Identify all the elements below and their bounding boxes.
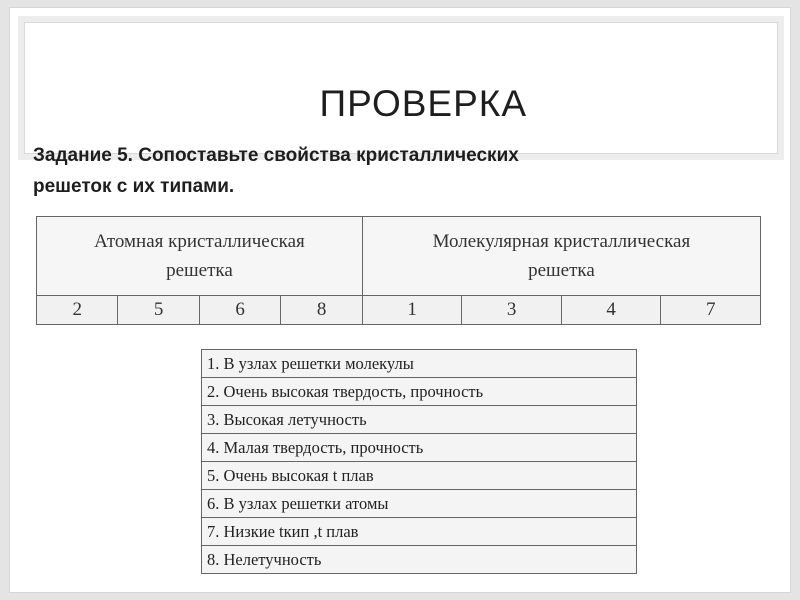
- answer-cell: 1: [362, 296, 462, 325]
- answer-cell: 7: [661, 296, 761, 325]
- task-text: [33, 140, 733, 202]
- answer-values-row: [37, 296, 761, 325]
- table-row: [202, 462, 637, 490]
- slide-title: ПРОВЕРКА: [319, 83, 527, 124]
- property-cell: 7. Низкие tкип ,t плав: [202, 518, 637, 546]
- table-row: [202, 378, 637, 406]
- table-row: [202, 490, 637, 518]
- property-cell: 1. В узлах решетки молекулы: [202, 350, 637, 378]
- header-atomic: [37, 217, 363, 296]
- properties-table: [201, 349, 637, 574]
- answer-cell: 3: [462, 296, 562, 325]
- table-row: [202, 518, 637, 546]
- task-line-1: Задание 5. Сопоставьте свойства кристаллических: [33, 145, 519, 166]
- header-molecular-line2: решетка: [528, 260, 595, 281]
- header-atomic-line1: Атомная кристаллическая: [94, 231, 305, 252]
- answer-cell: 4: [561, 296, 661, 325]
- property-cell: 2. Очень высокая твердость, прочность: [202, 378, 637, 406]
- header-molecular-line1: Молекулярная кристаллическая: [432, 231, 691, 252]
- answer-header-row: [37, 217, 761, 296]
- table-row: [202, 406, 637, 434]
- answer-cell: 8: [281, 296, 362, 325]
- property-cell: 5. Очень высокая t плав: [202, 462, 637, 490]
- title-band: [24, 22, 778, 154]
- property-cell: 6. В узлах решетки атомы: [202, 490, 637, 518]
- property-cell: 4. Малая твердость, прочность: [202, 434, 637, 462]
- task-line-2: решеток с их типами.: [33, 176, 235, 197]
- property-cell: 8. Нелетучность: [202, 546, 637, 574]
- table-row: [202, 546, 637, 574]
- header-molecular: [362, 217, 760, 296]
- table-row: [202, 434, 637, 462]
- answer-table: [36, 216, 761, 325]
- table-row: [202, 350, 637, 378]
- property-cell: 3. Высокая летучность: [202, 406, 637, 434]
- answer-cell: 5: [118, 296, 199, 325]
- answer-cell: 6: [199, 296, 280, 325]
- header-atomic-line2: решетка: [166, 260, 233, 281]
- answer-cell: 2: [37, 296, 118, 325]
